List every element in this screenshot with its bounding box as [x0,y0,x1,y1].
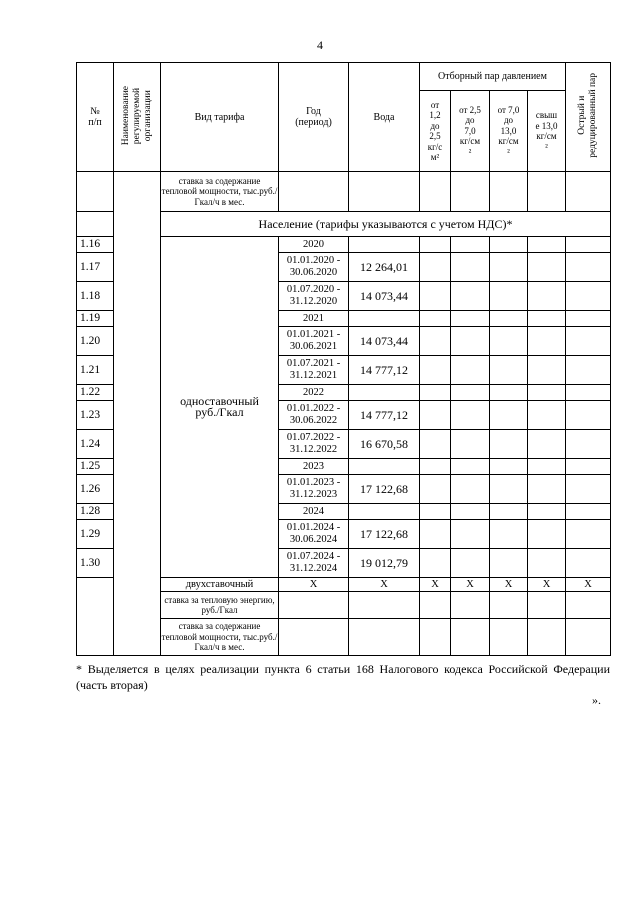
row-empty-cell [451,385,490,401]
row-empty-cell [420,592,451,619]
row-empty-cell [566,385,611,401]
footnote: * Выделяется в целях реализации пункта 6 статьи 168 Налогового кодекса Российской Федерации (часть вторая) [76,662,610,692]
tariff-table [76,62,611,656]
row-empty-cell [490,549,528,578]
row-empty-cell [420,430,451,459]
row-empty-cell [528,459,566,475]
tariff-type: одноставочный руб./Гкал [161,237,279,578]
row-empty-cell [566,520,611,549]
row-number: 1.28 [77,504,114,520]
row-empty-cell [528,619,566,656]
header-period: Год (период) [279,63,349,172]
row-empty-cell [528,401,566,430]
x-mark: X [528,578,566,592]
row-water-value: 14 777,12 [349,356,420,385]
row-number: 1.24 [77,430,114,459]
row-period: 2024 [279,504,349,520]
row-period: 01.07.2022 - 31.12.2022 [279,430,349,459]
two-part-label: двухставочный [161,578,279,592]
row-number: 1.25 [77,459,114,475]
row-empty-cell [528,311,566,327]
row-empty-cell [420,549,451,578]
row-empty-cell [420,311,451,327]
row-empty-cell [528,282,566,311]
row-empty-cell [490,520,528,549]
row-empty-cell [451,475,490,504]
row-empty-cell [451,459,490,475]
row-empty-cell [420,282,451,311]
row-number: 1.18 [77,282,114,311]
row-empty-cell [566,549,611,578]
page-number: 4 [317,38,323,52]
header-num: № п/п [77,63,114,172]
capacity-rate-label-top: ставка за содержание тепловой мощности, тыс.руб./Гкал/ч в мес. [161,172,279,212]
row-empty-cell [490,385,528,401]
row-empty-cell [566,401,611,430]
header-steam-3: от 7,0 до 13,0 кг/см ² [490,91,528,172]
header-water: Вода [349,63,420,172]
row-empty-cell [528,356,566,385]
x-mark: X [490,578,528,592]
header-sharp-steam: Острый и редуцированный пар [566,63,611,172]
row-empty-cell [420,327,451,356]
row-empty-cell [528,237,566,253]
row-empty-cell [490,282,528,311]
row-empty-cell [490,327,528,356]
closing-quote: ». [592,693,601,707]
energy-rate-label: ставка за тепловую энергию, руб./Гкал [161,592,279,619]
x-mark: X [349,578,420,592]
row-number: 1.29 [77,520,114,549]
row-empty-cell [420,401,451,430]
row-period: 01.01.2021 - 30.06.2021 [279,327,349,356]
row-empty-cell [451,592,490,619]
row-empty-cell [451,549,490,578]
header-org: Наименование регулируемой организации [114,63,161,172]
header-steam-4: свыш е 13,0 кг/см ² [528,91,566,172]
row-water-value: 17 122,68 [349,520,420,549]
row-period: 01.07.2024 - 31.12.2024 [279,549,349,578]
row-water-value: 14 777,12 [349,401,420,430]
x-mark: X [566,578,611,592]
row-empty-cell [490,592,528,619]
row-number: 1.26 [77,475,114,504]
row-period: 2020 [279,237,349,253]
row-number: 1.23 [77,401,114,430]
row-period: 2022 [279,385,349,401]
row-empty-cell [490,504,528,520]
row-empty-cell [420,385,451,401]
row-empty-cell [451,619,490,656]
row-empty-cell [566,430,611,459]
row-empty-cell [490,619,528,656]
row-empty-cell [451,504,490,520]
row-water-value: 19 012,79 [349,549,420,578]
row-empty-cell [566,592,611,619]
row-empty-cell [566,237,611,253]
x-mark: X [451,578,490,592]
header-type: Вид тарифа [161,63,279,172]
row-empty-cell [451,520,490,549]
row-empty-cell [490,311,528,327]
row-empty-cell [490,459,528,475]
row-empty-cell [566,327,611,356]
row-empty-cell [451,253,490,282]
org-cell [114,172,161,656]
row-number: 1.20 [77,327,114,356]
row-empty-cell [528,430,566,459]
header-steam-group: Отборный пар давлением [420,63,566,91]
row-number: 1.21 [77,356,114,385]
row-empty-cell [420,253,451,282]
row-water-value [349,459,420,475]
row-empty-cell [528,504,566,520]
row-empty-cell [451,430,490,459]
row-empty-cell [420,356,451,385]
row-water-value: 12 264,01 [349,253,420,282]
row-empty-cell [566,504,611,520]
row-number: 1.16 [77,237,114,253]
row-empty-cell [420,475,451,504]
row-period: 2021 [279,311,349,327]
row-empty-cell [451,356,490,385]
row-empty-cell [490,430,528,459]
section-title: Население (тарифы указываются с учетом НДС)* [161,212,611,237]
row-water-value [349,504,420,520]
row-empty-cell [566,475,611,504]
row-empty-cell [528,549,566,578]
row-number: 1.17 [77,253,114,282]
two-part-num [77,578,114,656]
row-empty-cell [490,237,528,253]
row-empty-cell [490,475,528,504]
row-empty-cell [451,282,490,311]
row-period: 01.01.2022 - 30.06.2022 [279,401,349,430]
row-empty-cell [566,356,611,385]
row-empty-cell [528,327,566,356]
row-empty-cell [566,282,611,311]
x-mark: X [420,578,451,592]
row-empty-cell [420,237,451,253]
row-water-value: 14 073,44 [349,282,420,311]
row-number: 1.19 [77,311,114,327]
row-empty-cell [451,327,490,356]
row-empty-cell [451,401,490,430]
header-steam-2: от 2,5 до 7,0 кг/см ² [451,91,490,172]
row-water-value: 17 122,68 [349,475,420,504]
row-water-value: 14 073,44 [349,327,420,356]
row-period: 01.07.2020 - 31.12.2020 [279,282,349,311]
row-empty-cell [279,619,349,656]
row-empty-cell [420,520,451,549]
header-steam-1: от 1,2 до 2,5 кг/с м² [420,91,451,172]
row-period: 01.07.2021 - 31.12.2021 [279,356,349,385]
row-empty-cell [528,592,566,619]
row-empty-cell [528,520,566,549]
row-empty-cell [528,475,566,504]
row-empty-cell [566,459,611,475]
row-empty-cell [349,592,420,619]
row-empty-cell [349,619,420,656]
row-empty-cell [566,253,611,282]
row-empty-cell [420,619,451,656]
row-empty-cell [451,237,490,253]
row-number: 1.30 [77,549,114,578]
row-empty-cell [451,311,490,327]
row-empty-cell [490,401,528,430]
row-empty-cell [566,619,611,656]
row-water-value [349,385,420,401]
row-empty-cell [528,385,566,401]
row-empty-cell [490,253,528,282]
row-period: 2023 [279,459,349,475]
row-period: 01.01.2024 - 30.06.2024 [279,520,349,549]
capacity-rate-label: ставка за содержание тепловой мощности, тыс.руб./Гкал/ч в мес. [161,619,279,656]
row-empty-cell [490,356,528,385]
row-water-value [349,237,420,253]
row-water-value: 16 670,58 [349,430,420,459]
row-empty-cell [420,459,451,475]
row-water-value [349,311,420,327]
row-period: 01.01.2023 - 31.12.2023 [279,475,349,504]
row-empty-cell [279,592,349,619]
row-empty-cell [420,504,451,520]
row-empty-cell [566,311,611,327]
row-number: 1.22 [77,385,114,401]
row-empty-cell [528,253,566,282]
x-mark: X [279,578,349,592]
row-period: 01.01.2020 - 30.06.2020 [279,253,349,282]
